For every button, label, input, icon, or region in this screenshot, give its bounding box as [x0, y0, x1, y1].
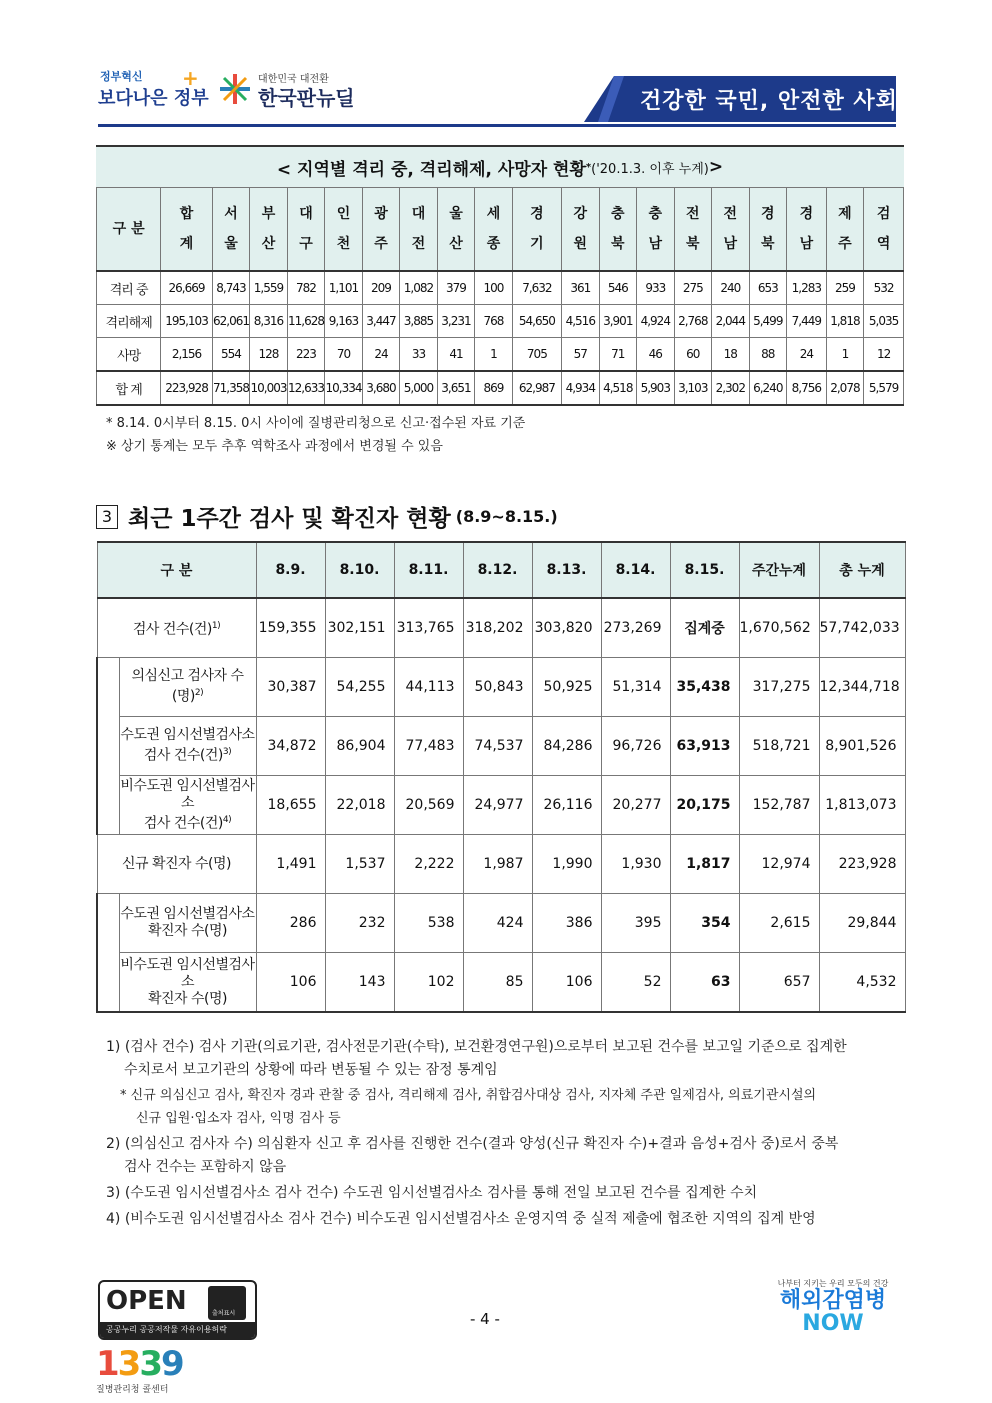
table-cell: 1 [475, 338, 513, 372]
table-cell: 2,044 [712, 305, 750, 338]
table-cell: 50,843 [463, 658, 532, 717]
table-cell: 379 [437, 271, 475, 305]
table1-col-char: 대 [411, 206, 426, 222]
table-cell: 532 [864, 271, 904, 305]
table-cell: 354 [670, 894, 739, 953]
new-deal-small: 대한민국 대전환 [258, 74, 329, 85]
table-cell: 20,569 [394, 776, 463, 835]
table-cell: 5,903 [637, 371, 675, 405]
table1-col-header [400, 188, 438, 272]
table-cell: 128 [250, 338, 288, 372]
table1-col-char: 전 [411, 236, 426, 252]
table-cell: 4,532 [819, 953, 905, 1013]
table-cell: 554 [212, 338, 250, 372]
table1-col-char: 주 [374, 236, 388, 252]
table-row [97, 776, 905, 835]
table-cell: 4,934 [562, 371, 600, 405]
table1-col-char: 역 [876, 236, 891, 252]
table1-col-header [362, 188, 400, 272]
table1-col-char: 대 [299, 206, 313, 222]
table-cell: 7,449 [787, 305, 827, 338]
table-cell: 35,438 [670, 658, 739, 717]
table-cell: 20,277 [601, 776, 670, 835]
table1-col-header [475, 188, 513, 272]
row-label-text-2: 검사 건수(건) [143, 815, 223, 832]
table-cell: 57,742,033 [819, 598, 905, 658]
table-cell: 30,387 [256, 658, 325, 717]
table-cell: 143 [325, 953, 394, 1013]
table1-col-char: 경 [761, 206, 775, 222]
table-cell: 1,670,562 [739, 598, 819, 658]
row-label-text: 비수도권 임시선별검사소 [120, 777, 255, 811]
table-cell: 85 [463, 953, 532, 1013]
table-cell: 317,275 [739, 658, 819, 717]
table-cell: 33 [400, 338, 438, 372]
table-cell: 46 [637, 338, 675, 372]
table1-col-header [512, 188, 561, 272]
table-cell: 223,928 [819, 835, 905, 894]
korean-new-deal-logo [218, 68, 378, 118]
table1-col-char: 서 [224, 206, 238, 222]
row-label: 합 계 [97, 371, 161, 405]
table-cell: 63,913 [670, 717, 739, 776]
table1-note-2: ※ 상기 통계는 모두 추후 역학조사 과정에서 변경될 수 있음 [106, 439, 443, 454]
page-number: - 4 - [470, 1310, 500, 1328]
table-cell: 2,222 [394, 835, 463, 894]
footnote-ref: 4) [222, 814, 232, 825]
row-label-text-2: 확진자 수(명) [148, 923, 227, 939]
footnote-3: 3) (수도권 임시선별검사소 검사 건수) 수도권 임시선별검사소 검사를 통해 전일 보고된 건수를 집계한 수치 [106, 1185, 758, 1201]
table1-col-char: 합 [179, 206, 194, 222]
table2-col-header: 구 분 [97, 542, 256, 598]
indent-cell [97, 658, 119, 717]
table-cell: 1,491 [256, 835, 325, 894]
table-cell: 84,286 [532, 717, 601, 776]
call-digit: 1 [96, 1344, 118, 1384]
table1-col-char: 남 [648, 236, 663, 252]
table-cell: 8,743 [212, 271, 250, 305]
table-cell: 102 [394, 953, 463, 1013]
table-cell: 8,901,526 [819, 717, 905, 776]
table1-col-char: 전 [686, 206, 700, 222]
header-divider [98, 124, 896, 127]
table-cell: 3,885 [400, 305, 438, 338]
table-cell: 50,925 [532, 658, 601, 717]
table-cell: 395 [601, 894, 670, 953]
table-cell: 106 [532, 953, 601, 1013]
open-bar-label: 공공누리 공공저작물 자유이용허락 [100, 1322, 257, 1338]
table-cell: 1,559 [250, 271, 288, 305]
call-digit: 3 [117, 1344, 140, 1384]
table-cell: 62,987 [512, 371, 561, 405]
indent-cell [97, 776, 119, 835]
row-label [119, 776, 256, 835]
table1-col-header [562, 188, 600, 272]
table-cell: 88 [749, 338, 787, 372]
table-cell: 집계중 [670, 598, 739, 658]
table2-col-header: 8.13. [532, 542, 601, 598]
table-cell: 96,726 [601, 717, 670, 776]
table-cell: 3,901 [599, 305, 637, 338]
table1-col-char: 산 [261, 236, 276, 252]
table1-col-char: 천 [336, 236, 351, 252]
table1-col-header [826, 188, 864, 272]
table1-col-char: 북 [686, 236, 700, 252]
table1-col-char: 제 [838, 206, 852, 222]
slogan-text: 건강한 국민, 안전한 사회 [640, 89, 898, 114]
table-cell: 1,082 [400, 271, 438, 305]
table-cell: 11,628 [287, 305, 325, 338]
table-cell: 1,817 [670, 835, 739, 894]
indent-cell [97, 894, 119, 953]
table-row [97, 338, 904, 372]
table1-col-char: 남 [723, 236, 738, 252]
table2-col-header: 총 누계 [819, 542, 905, 598]
table1-col-header [250, 188, 288, 272]
table1-col-char: 울 [224, 236, 238, 252]
table-cell: 318,202 [463, 598, 532, 658]
table-cell: 5,579 [864, 371, 904, 405]
table-cell: 86,904 [325, 717, 394, 776]
table-cell: 1,283 [787, 271, 827, 305]
table-row [97, 271, 904, 305]
table-cell: 518,721 [739, 717, 819, 776]
table1-col-char: 검 [876, 206, 891, 222]
gov-logo-small: 정부혁신 [100, 70, 143, 83]
call-digit: 3 [139, 1344, 162, 1384]
footnote-1-star: * 신규 의심신고 검사, 확진자 경과 관찰 중 검사, 격리해제 검사, 취합검사대상 검사, 지자체 주관 일제검사, 의료기관시설의 [120, 1088, 817, 1103]
table-cell: 74,537 [463, 717, 532, 776]
table2-col-header: 8.9. [256, 542, 325, 598]
table-cell: 424 [463, 894, 532, 953]
table1-col-char: 광 [374, 206, 388, 222]
row-label [119, 658, 256, 717]
footnote-1-star-cont: 신규 입원·입소자 검사, 익명 검사 등 [136, 1111, 341, 1126]
table-cell: 52 [601, 953, 670, 1013]
section-heading [96, 500, 558, 533]
overseas-infection-logo [768, 1278, 898, 1338]
table-row [97, 953, 905, 1013]
travel-logo-small: 나부터 지키는 우리 모두의 건강 [777, 1279, 889, 1288]
table-cell: 18,655 [256, 776, 325, 835]
table1-title-end: > [708, 157, 724, 177]
footnote-ref: 2) [194, 688, 204, 699]
table-cell: 51,314 [601, 658, 670, 717]
table1-title-main: < 지역별 격리 중, 격리해제, 사망자 현황 [276, 159, 586, 180]
table-cell: 6,240 [749, 371, 787, 405]
weekly-test-table [96, 541, 906, 1013]
table-cell: 4,516 [562, 305, 600, 338]
table-cell: 705 [512, 338, 561, 372]
section-range: (8.9~8.15.) [455, 507, 558, 526]
row-label-text: 수도권 임시선별검사소 [120, 906, 255, 922]
table-cell: 275 [674, 271, 712, 305]
table-cell: 3,651 [437, 371, 475, 405]
table-cell: 1,987 [463, 835, 532, 894]
table1-col-char: 계 [179, 236, 194, 252]
open-label: OPEN [106, 1286, 187, 1316]
table-cell: 54,255 [325, 658, 394, 717]
table-cell: 41 [437, 338, 475, 372]
table-cell: 1,813,073 [819, 776, 905, 835]
table1-col-char: 충 [648, 206, 663, 222]
gov-logo-big: 보다나은 정부 [98, 88, 209, 109]
table-cell: 195,103 [161, 305, 212, 338]
table1-col-char: 종 [486, 236, 501, 252]
table-cell: 3,680 [362, 371, 400, 405]
travel-logo-big: 해외감염병 [779, 1288, 887, 1313]
row-label: 사망 [97, 338, 161, 372]
table-cell: 12,633 [287, 371, 325, 405]
table-cell: 20,175 [670, 776, 739, 835]
table-cell: 77,483 [394, 717, 463, 776]
table-cell: 3,231 [437, 305, 475, 338]
table-cell: 34,872 [256, 717, 325, 776]
table1-col-header [864, 188, 904, 272]
indent-cell [97, 717, 119, 776]
table-row [97, 371, 904, 405]
table-cell: 29,844 [819, 894, 905, 953]
row-label-text-2: 검사 건수(건) [143, 747, 223, 764]
table1-col-header [787, 188, 827, 272]
footnote-ref: 1) [211, 620, 221, 631]
table-cell: 546 [599, 271, 637, 305]
table-cell: 273,269 [601, 598, 670, 658]
footnote-1-cont: 수치로서 보고기관의 상황에 따라 변동될 수 있는 잠정 통계임 [124, 1062, 498, 1078]
table1-col-char: 기 [530, 236, 544, 252]
table1-title-sup: * [585, 161, 592, 173]
table-cell: 1,101 [325, 271, 363, 305]
table-cell: 3,447 [362, 305, 400, 338]
table-cell: 259 [826, 271, 864, 305]
table-cell: 24 [787, 338, 827, 372]
row-label: 격리해제 [97, 305, 161, 338]
new-deal-big: 한국판뉴딜 [258, 86, 355, 110]
table2-col-header: 8.15. [670, 542, 739, 598]
table-row [97, 717, 905, 776]
table-cell: 62,061 [212, 305, 250, 338]
table-cell: 8,316 [250, 305, 288, 338]
table-cell: 26,669 [161, 271, 212, 305]
table1-col-header [599, 188, 637, 272]
table-cell: 100 [475, 271, 513, 305]
table1-header-row [97, 188, 904, 272]
footnote-ref: 3) [222, 747, 232, 758]
table-cell: 1 [826, 338, 864, 372]
table-cell: 5,035 [864, 305, 904, 338]
table-cell: 2,768 [674, 305, 712, 338]
table1-col-char: 원 [573, 236, 588, 252]
table-cell: 5,499 [749, 305, 787, 338]
table-row [97, 305, 904, 338]
table-cell: 653 [749, 271, 787, 305]
table-cell: 538 [394, 894, 463, 953]
table-cell: 2,156 [161, 338, 212, 372]
travel-logo-now: NOW [802, 1311, 864, 1336]
row-label: 격리 중 [97, 271, 161, 305]
table1-col-char: 구 [299, 236, 313, 252]
table1-col-header [325, 188, 363, 272]
table1-col-header [437, 188, 475, 272]
table2-header-row [97, 542, 905, 598]
table-cell: 12 [864, 338, 904, 372]
table-cell: 10,003 [250, 371, 288, 405]
row-label-text: 의심신고 검사자 수(명) [131, 668, 244, 705]
table-cell: 70 [325, 338, 363, 372]
table2-col-header: 주간누계 [739, 542, 819, 598]
table1-col-char: 울 [449, 206, 463, 222]
table1-note-1: * 8.14. 0시부터 8.15. 0시 사이에 질병관리청으로 신고·접수된 자료 기준 [106, 416, 526, 431]
table1-col-char: 경 [799, 206, 814, 222]
table1-col-char: 강 [573, 206, 588, 222]
call-center-caption: 질병관리청 콜센터 [96, 1385, 169, 1395]
table1-col-header [712, 188, 750, 272]
table-cell: 240 [712, 271, 750, 305]
table2-col-header: 8.10. [325, 542, 394, 598]
table-cell: 71,358 [212, 371, 250, 405]
table-cell: 18 [712, 338, 750, 372]
table1-title-sub: ('20.1.3. 이후 누계) [591, 161, 709, 177]
footnote-4: 4) (비수도권 임시선별검사소 검사 건수) 비수도권 임시선별검사소 운영지역 중 실적 제출에 협조한 지역의 집계 반영 [106, 1211, 816, 1227]
row-label-text: 수도권 임시선별검사소 [120, 727, 255, 744]
indent-cell [97, 953, 119, 1013]
table1-col-char: 경 [530, 206, 544, 222]
table-cell: 302,151 [325, 598, 394, 658]
regional-status-table [96, 187, 904, 406]
table-cell: 26,116 [532, 776, 601, 835]
row-label-text-2: 확진자 수(명) [148, 990, 227, 1007]
call-digit: 9 [161, 1344, 183, 1384]
table1-col-char: 주 [838, 236, 852, 252]
table-cell: 7,632 [512, 271, 561, 305]
call-number [96, 1346, 206, 1382]
table-cell: 223 [287, 338, 325, 372]
table-cell: 1,990 [532, 835, 601, 894]
table-cell: 10,334 [325, 371, 363, 405]
table-cell: 303,820 [532, 598, 601, 658]
table-row [97, 598, 905, 658]
table-cell: 159,355 [256, 598, 325, 658]
table1-col-header [674, 188, 712, 272]
table1-col-char: 산 [449, 236, 463, 252]
table1-col-char: 인 [336, 206, 351, 222]
table-cell: 106 [256, 953, 325, 1013]
table-cell: 768 [475, 305, 513, 338]
table-cell: 209 [362, 271, 400, 305]
row-label-text: 신규 확진자 수(명) [122, 855, 231, 872]
table-cell: 8,756 [787, 371, 827, 405]
table1-col-char: 세 [486, 206, 501, 222]
table-cell: 223,928 [161, 371, 212, 405]
table-cell: 4,924 [637, 305, 675, 338]
table-cell: 9,163 [325, 305, 363, 338]
footnote-2: 2) (의심신고 검사자 수) 의심환자 신고 후 검사를 진행한 건수(결과 양성(신규 확진자 수)+결과 음성+검사 중)로서 중복 [106, 1136, 839, 1152]
table2-col-header: 8.12. [463, 542, 532, 598]
table1-col-char: 전 [723, 206, 738, 222]
table-cell: 71 [599, 338, 637, 372]
table-cell: 57 [562, 338, 600, 372]
plus-icon: + [182, 66, 199, 90]
row-label [97, 835, 256, 894]
table-cell: 5,000 [400, 371, 438, 405]
table-cell: 2,078 [826, 371, 864, 405]
attribution-label: 출처표시 [212, 1310, 236, 1317]
gov-innovation-logo [98, 66, 209, 118]
row-label [119, 894, 256, 953]
table-row [97, 835, 905, 894]
table-row [97, 894, 905, 953]
table-cell: 12,974 [739, 835, 819, 894]
table-cell: 1,537 [325, 835, 394, 894]
table2-col-header: 8.14. [601, 542, 670, 598]
row-label [119, 717, 256, 776]
table-cell: 286 [256, 894, 325, 953]
table-cell: 361 [562, 271, 600, 305]
row-label-text: 검사 건수(건) [132, 621, 212, 638]
table-cell: 152,787 [739, 776, 819, 835]
table-cell: 869 [475, 371, 513, 405]
table-cell: 22,018 [325, 776, 394, 835]
table-cell: 60 [674, 338, 712, 372]
table1-col-header [161, 188, 212, 272]
table1-col-char: 부 [261, 206, 276, 222]
row-label-text: 비수도권 임시선별검사소 [120, 956, 255, 990]
table-cell: 2,302 [712, 371, 750, 405]
table1-col-char: 북 [761, 236, 775, 252]
footnote-2-cont: 검사 건수는 포함하지 않음 [124, 1159, 287, 1175]
table-cell: 933 [637, 271, 675, 305]
section-number: 3 [96, 505, 118, 529]
section-title: 최근 1주간 검사 및 확진자 현황 [128, 506, 451, 532]
table-cell: 1,818 [826, 305, 864, 338]
table-cell: 24 [362, 338, 400, 372]
table1-title [96, 145, 904, 187]
table-cell: 386 [532, 894, 601, 953]
table1-col-char: 북 [611, 236, 625, 252]
table-cell: 63 [670, 953, 739, 1013]
table-cell: 24,977 [463, 776, 532, 835]
table-cell: 44,113 [394, 658, 463, 717]
row-label [119, 953, 256, 1013]
table-row [97, 658, 905, 717]
new-deal-mark-icon [218, 72, 252, 106]
table-cell: 232 [325, 894, 394, 953]
table2-col-header: 8.11. [394, 542, 463, 598]
table-cell: 1,930 [601, 835, 670, 894]
table-cell: 2,615 [739, 894, 819, 953]
table1-col-header [637, 188, 675, 272]
table1-col-char: 충 [611, 206, 625, 222]
table-cell: 313,765 [394, 598, 463, 658]
row-label [97, 598, 256, 658]
table1-col-header [749, 188, 787, 272]
table1-col-label: 구 분 [97, 188, 161, 272]
footnote-1: 1) (검사 건수) 검사 기관(의료기관, 검사전문기관(수탁), 보건환경연구원)으로부터 보고된 건수를 보고일 기준으로 집계한 [106, 1039, 847, 1055]
table-cell: 657 [739, 953, 819, 1013]
table1-col-char: 남 [799, 236, 814, 252]
kdca-call-center-logo [96, 1346, 206, 1402]
table-cell: 12,344,718 [819, 658, 905, 717]
table1-col-header [212, 188, 250, 272]
table1-col-header [287, 188, 325, 272]
table-cell: 4,518 [599, 371, 637, 405]
kogl-open-license-logo [98, 1280, 257, 1340]
table-cell: 54,650 [512, 305, 561, 338]
table-cell: 3,103 [674, 371, 712, 405]
table-cell: 782 [287, 271, 325, 305]
